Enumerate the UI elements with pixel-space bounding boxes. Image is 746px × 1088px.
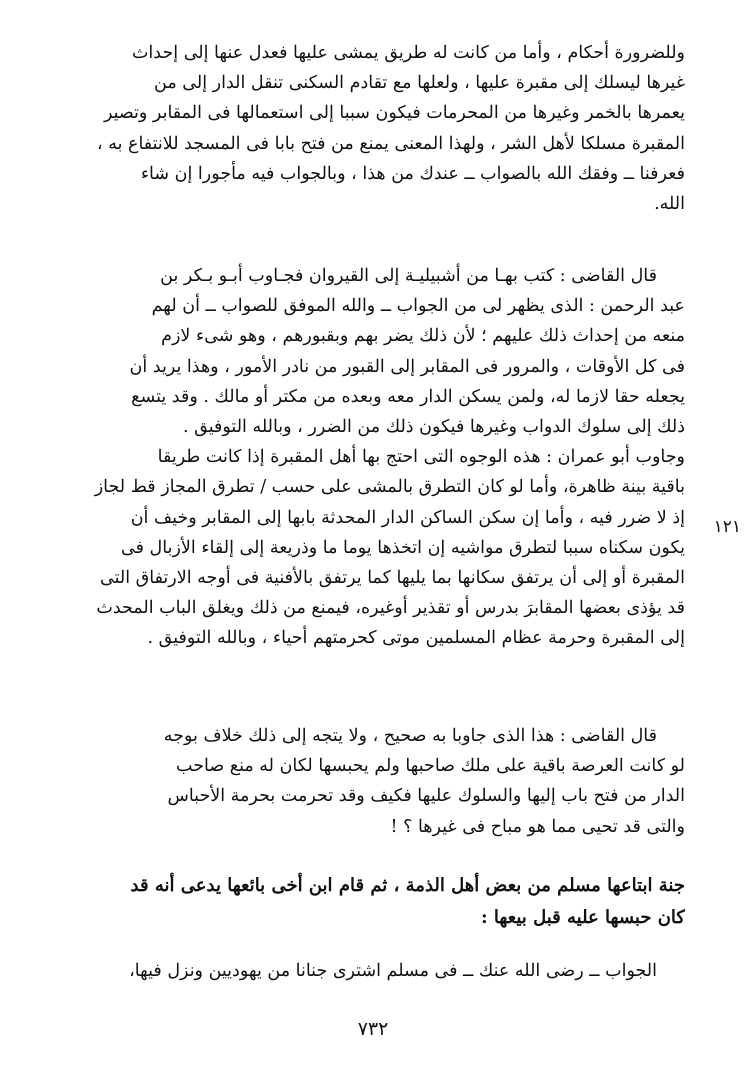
text-line: ذلك إلى سلوك الدواب وغيرها فيكون ذلك من الضرر ، وبالله التوفيق . <box>183 416 685 437</box>
text-line: المقبرة مسلكا لأهل الشر ، ولهذا المعنى يمنع من فتح بابا فى المسجد للانتفاع به ، <box>96 133 685 154</box>
heading-line: جنة ابتاعها مسلم من بعض أهل الذمة ، ثم قام ابن أخى بائعها يدعى أنه قد <box>130 875 685 896</box>
paragraph-4 <box>60 956 685 986</box>
text-line: يعمرها بالخمر وغيرها من المحرمات فيكون سببا إلى استعمالها فى المقابر وتصير <box>103 103 685 124</box>
text-line: باقية بينة ظاهرة، وأما لو كان التطرق بالمشى على حسب / تطرق المجاز قط لجاز <box>94 477 685 498</box>
text-line: الجواب ــ رضى الله عنك ــ فى مسلم اشترى جنانا من يهوديين ونزل فيها، <box>129 961 657 981</box>
text-line: قد يؤذى بعضها المقابرَ بدرس أو تقذير أوغيره، فيمنع من ذلك ويغلق الباب المحدث <box>96 598 685 619</box>
text-line: الله. <box>654 193 685 214</box>
margin-folio-number: ١٢١ <box>713 517 741 537</box>
text-line: غيرها ليسلك إلى مقبرة عليها ، ولعلها مع تقادم السكنى تنقل الدار إلى من <box>154 73 685 94</box>
text-line: قال القاضى : كتب بهـا من أشبيليـة إلى القيروان فجـاوب أبـو بـكر بن <box>160 266 657 286</box>
paragraph-2 <box>60 261 685 653</box>
text-line: وجاوب أبو عمران : هذه الوجوه التى احتج بها أهل المقبرة إذا كانت طريقا <box>157 447 685 468</box>
page-number: ٧٣٢ <box>357 1018 389 1040</box>
text-line: والتى قد تحيى مما هو مباح فى غيرها ؟ ! <box>390 816 685 837</box>
paragraph-1 <box>60 38 685 219</box>
text-line: قال القاضى : هذا الذى جاوبا به صحيح ، ولا يتجه إلى ذلك خلاف بوجه <box>163 726 657 746</box>
text-line: المقبرة أو إلى أن يرتفق سكانها بما يليها كما يرتفق بالأفنية فى أوجه الارتفاق التى <box>100 567 685 588</box>
text-line: لو كانت العرصة باقية على ملك صاحبها ولم يحبسها لكان له منع صاحب <box>176 756 685 777</box>
text-line: عبد الرحمن : الذى يظهر لى من الجواب ــ والله الموفق للصواب ــ أن لهم <box>151 296 685 317</box>
paragraph-3 <box>60 721 685 842</box>
text-line: إذ لا ضرر فيه ، وأما إن سكن الساكن الدار المحدثة بابها إلى المقابر وخيف أن <box>130 507 685 528</box>
text-line: إلى المقبرة وحرمة عظام المسلمين موتى كحرمتهم أحياء ، وبالله التوفيق . <box>147 628 685 649</box>
text-line: يجعله حقا لازما له، ولمن يسكن الدار معه وبعده من مكتر أو مالك . وقد يتسع <box>131 386 685 407</box>
text-line: منعه من إحداث ذلك عليهم ؛ لأن ذلك يضر بهم وبقبورهم ، وهو شىء لازم <box>161 326 685 347</box>
text-line: فعرفنا ــ وفقك الله بالصواب ــ عندك من هذا ، وبالجواب فيه مأجورا إن شاء <box>140 163 685 184</box>
text-line: يكون سكناه سببا لتطرق مواشيه إن اتخذها يوما ما وذريعة إلى إلقاء الأزبال فى <box>121 537 685 558</box>
section-heading <box>60 870 685 934</box>
text-line: فى كل الأوقات ، والمرور فى المقابر إلى القبور من نادر الأمور ، وهذا يريد أن <box>129 356 685 377</box>
heading-line: كان حبسها عليه قبل بيعها : <box>480 907 685 928</box>
text-line: الدار من فتح باب إليها والسلوك عليها فكيف وقد تحرمت بحرمة الأحباس <box>167 786 685 807</box>
text-line: وللضرورة أحكام ، وأما من كانت له طريق يمشى عليها فعدل عنها إلى إحداث <box>131 43 685 63</box>
